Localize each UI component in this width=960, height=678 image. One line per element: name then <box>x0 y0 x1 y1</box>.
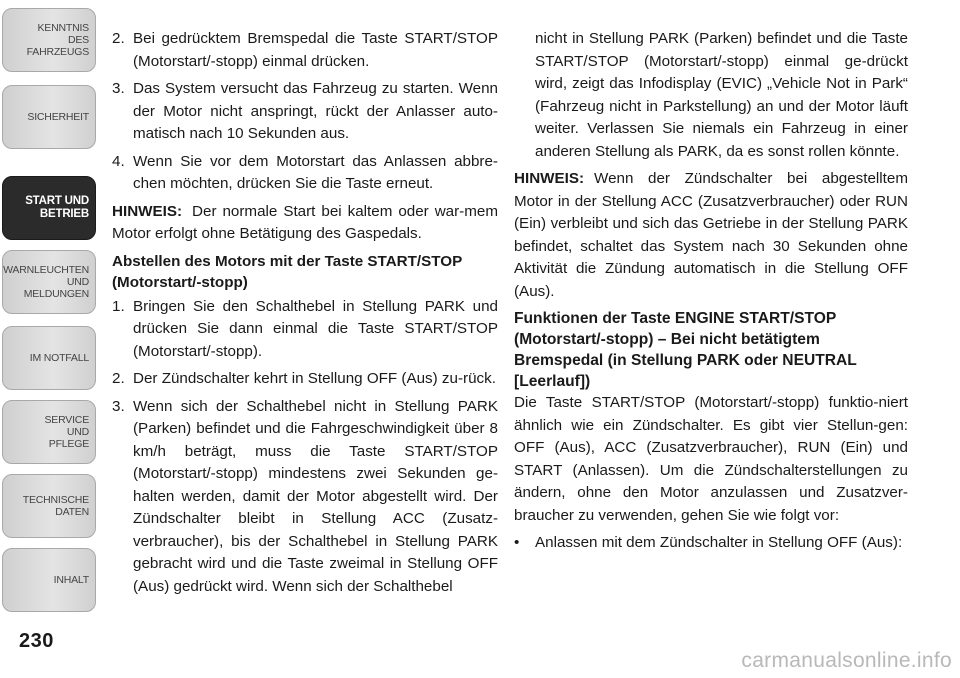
list-text: Bei gedrücktem Bremspedal die Taste START/STOP (Motorstart/-stopp) einmal drücken. <box>133 30 498 70</box>
continued-list-text: nicht in Stellung PARK (Parken) befindet und die Taste START/STOP (Motorstart/-stopp) einmal ge-drückt wird, zeigt das Infodisplay (EVIC) „Vehicle Not in Park“ (Fahrzeug nicht in Parkstellung) an und der Motor läuft weiter. Verlassen Sie niemals ein Fahrzeug in einer anderen Stellung als PARK, da es sonst rollen könnte. <box>535 30 908 160</box>
tab-label: KENNTNIS DES FAHRZEUGS <box>26 22 89 58</box>
section-heading: Funktionen der Taste ENGINE START/STOP (Motorstart/-stopp) – Bei nicht betätigtem Bremspedal (in Stellung PARK oder NEUTRAL [Leerlauf]) <box>514 310 857 390</box>
list-item <box>112 368 498 391</box>
tab-label: INHALT <box>53 574 89 586</box>
tab-start-und-betrieb[interactable] <box>2 176 96 240</box>
note-text: Wenn der Zündschalter bei abgestelltem Motor in der Stellung ACC (Zusatzverbraucher) oder RUN (Ein) verbleibt und sich das Getriebe in der Stellung PARK befindet, schaltet das System nach 30 Sekunden ohne Aktivität die Zündung automatisch in die Stellung OFF (Aus). <box>514 170 908 300</box>
list-item <box>112 396 498 599</box>
tab-service-und-pflege[interactable] <box>2 400 96 464</box>
list-number: 2. <box>112 370 125 387</box>
list-item <box>112 151 498 196</box>
list-number: 2. <box>112 30 125 47</box>
note-text: Der normale Start bei kaltem oder war-mem Motor erfolgt ohne Betätigung des Gaspedals. <box>112 202 498 242</box>
list-item <box>112 28 498 73</box>
list-text: Bringen Sie den Schalthebel in Stellung PARK und drücken Sie dann einmal die Taste START/STOP (Motorstart/-stopp). <box>133 297 498 360</box>
list-item <box>112 296 498 364</box>
chapter-tab-sidebar <box>0 0 98 630</box>
tab-label: WARNLEUCHTEN UND MELDUNGEN <box>3 264 89 300</box>
bullet-text: Anlassen mit dem Zündschalter in Stellung OFF (Aus): <box>535 534 903 551</box>
left-column <box>112 28 498 603</box>
list-number: 4. <box>112 152 125 170</box>
tab-sicherheit[interactable] <box>2 85 96 149</box>
bullet-item <box>514 532 908 555</box>
tab-label: SICHERHEIT <box>27 111 89 123</box>
watermark-text: carmanualsonline.info <box>741 649 952 672</box>
note-paragraph <box>112 201 498 246</box>
bullet-mark: • <box>514 534 520 551</box>
list-number: 1. <box>112 297 125 315</box>
right-column <box>514 28 908 560</box>
tab-label: START UND BETRIEB <box>25 195 89 220</box>
section-heading: Abstellen des Motors mit der Taste START/STOP (Motorstart/-stopp) <box>112 252 462 291</box>
note-paragraph <box>514 168 908 303</box>
list-text: Wenn Sie vor dem Motorstart das Anlassen abbre-chen möchten, drücken Sie die Taste erneut. <box>133 152 498 192</box>
tab-warnleuchten-und-meldungen[interactable] <box>2 250 96 314</box>
tab-label: IM NOTFALL <box>29 352 89 364</box>
list-item <box>112 78 498 146</box>
tab-im-notfall[interactable] <box>2 326 96 390</box>
list-text: Wenn sich der Schalthebel nicht in Stellung PARK (Parken) befindet und die Fahrgeschwindigkeit über 8 km/h beträgt, muss die Taste START/STOP (Motorstart/-stopp) mindestens zwei Sekunden ge-halten werden, damit der Motor abgestellt wird. Der Zündschalter bleibt in Stellung ACC (Zusatz-verbraucher), bis der Schalthebel in Stellung PARK gebracht wird und die Taste zweimal in Stellung OFF (Aus) gedrückt wird. Wenn sich der Schalthebel <box>133 397 498 595</box>
note-label: HINWEIS: <box>514 170 585 187</box>
page-number: 230 <box>19 630 54 652</box>
list-text: Der Zündschalter kehrt in Stellung OFF (Aus) zu-rück. <box>133 370 496 387</box>
tab-label: TECHNISCHE DATEN <box>22 494 89 518</box>
note-label: HINWEIS: <box>112 202 183 220</box>
list-number: 3. <box>112 80 125 97</box>
list-text: Das System versucht das Fahrzeug zu starten. Wenn der Motor nicht anspringt, rückt der Anlasser auto-matisch nach 10 Sekunden aus. <box>133 80 498 142</box>
tab-inhalt[interactable] <box>2 548 96 612</box>
tab-technische-daten[interactable] <box>2 474 96 538</box>
list-number: 3. <box>112 397 125 415</box>
tab-kenntnis-des-fahrzeugs[interactable] <box>2 8 96 72</box>
tab-label: SERVICE UND PFLEGE <box>44 414 89 450</box>
body-paragraph: Die Taste START/STOP (Motorstart/-stopp) funktio-niert ähnlich wie ein Zündschalter. Es gibt vier Stellun-gen: OFF (Aus), ACC (Zusatzverbraucher), RUN (Ein) und START (Anlassen). Um die Zündschalterstellungen zu ändern, ohne den Motor anzulassen und Zusatzver-braucher zu verwenden, gehen Sie wie folgt vor: <box>514 394 908 524</box>
